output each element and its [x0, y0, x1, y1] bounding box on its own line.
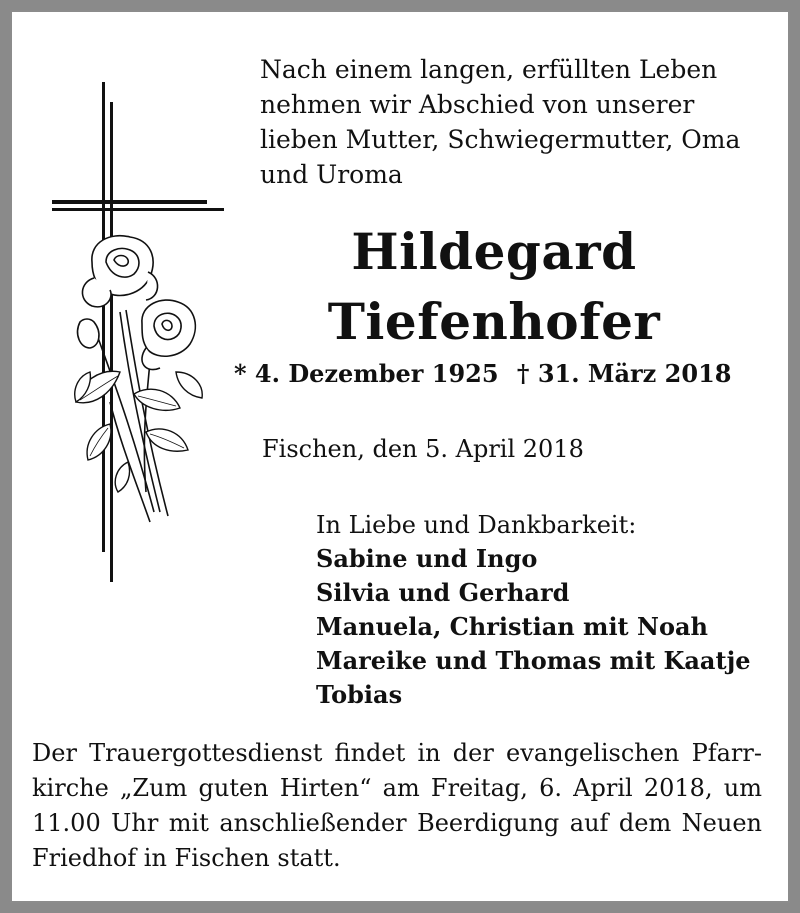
- mourner-family: Tobias: [316, 680, 403, 709]
- mourner-family: Silvia und Gerhard: [316, 578, 570, 607]
- place-date: Fischen, den 5. April 2018: [262, 435, 584, 463]
- mourners-lead: In Liebe und Dankbarkeit:: [316, 511, 637, 539]
- mourner-family: Sabine und Ingo: [316, 544, 538, 573]
- death-date: † 31. März 2018: [516, 359, 732, 388]
- service-notice: Der Trauergottesdienst findet in der evangelischen Pfarr-kirche „Zum guten Hirten“ am Freitag, 6. April 2018, um 11.00 Uhr mit anschließender Beerdigung auf dem Neuen Friedhof in Fischen statt.: [32, 739, 762, 872]
- birth-date: * 4. Dezember 1925: [234, 359, 499, 388]
- mourner-family: Mareike und Thomas mit Kaatje: [316, 646, 751, 675]
- first-name: Hildegard: [351, 222, 637, 281]
- intro-line: und Uroma: [260, 160, 403, 189]
- mourners-block: [316, 508, 751, 712]
- intro-line: Nach einem langen, erfüllten Leben: [260, 55, 718, 84]
- last-name: Tiefenhofer: [327, 292, 661, 351]
- life-dates: [234, 357, 754, 391]
- mourner-family: Manuela, Christian mit Noah: [316, 612, 708, 641]
- intro-text: [260, 52, 750, 192]
- deceased-name: [234, 217, 754, 357]
- obituary-frame: [10, 10, 790, 903]
- cross-with-roses-icon: [50, 72, 250, 592]
- intro-line: lieben Mutter, Schwiegermutter, Oma: [260, 125, 741, 154]
- intro-line: nehmen wir Abschied von unserer: [260, 90, 695, 119]
